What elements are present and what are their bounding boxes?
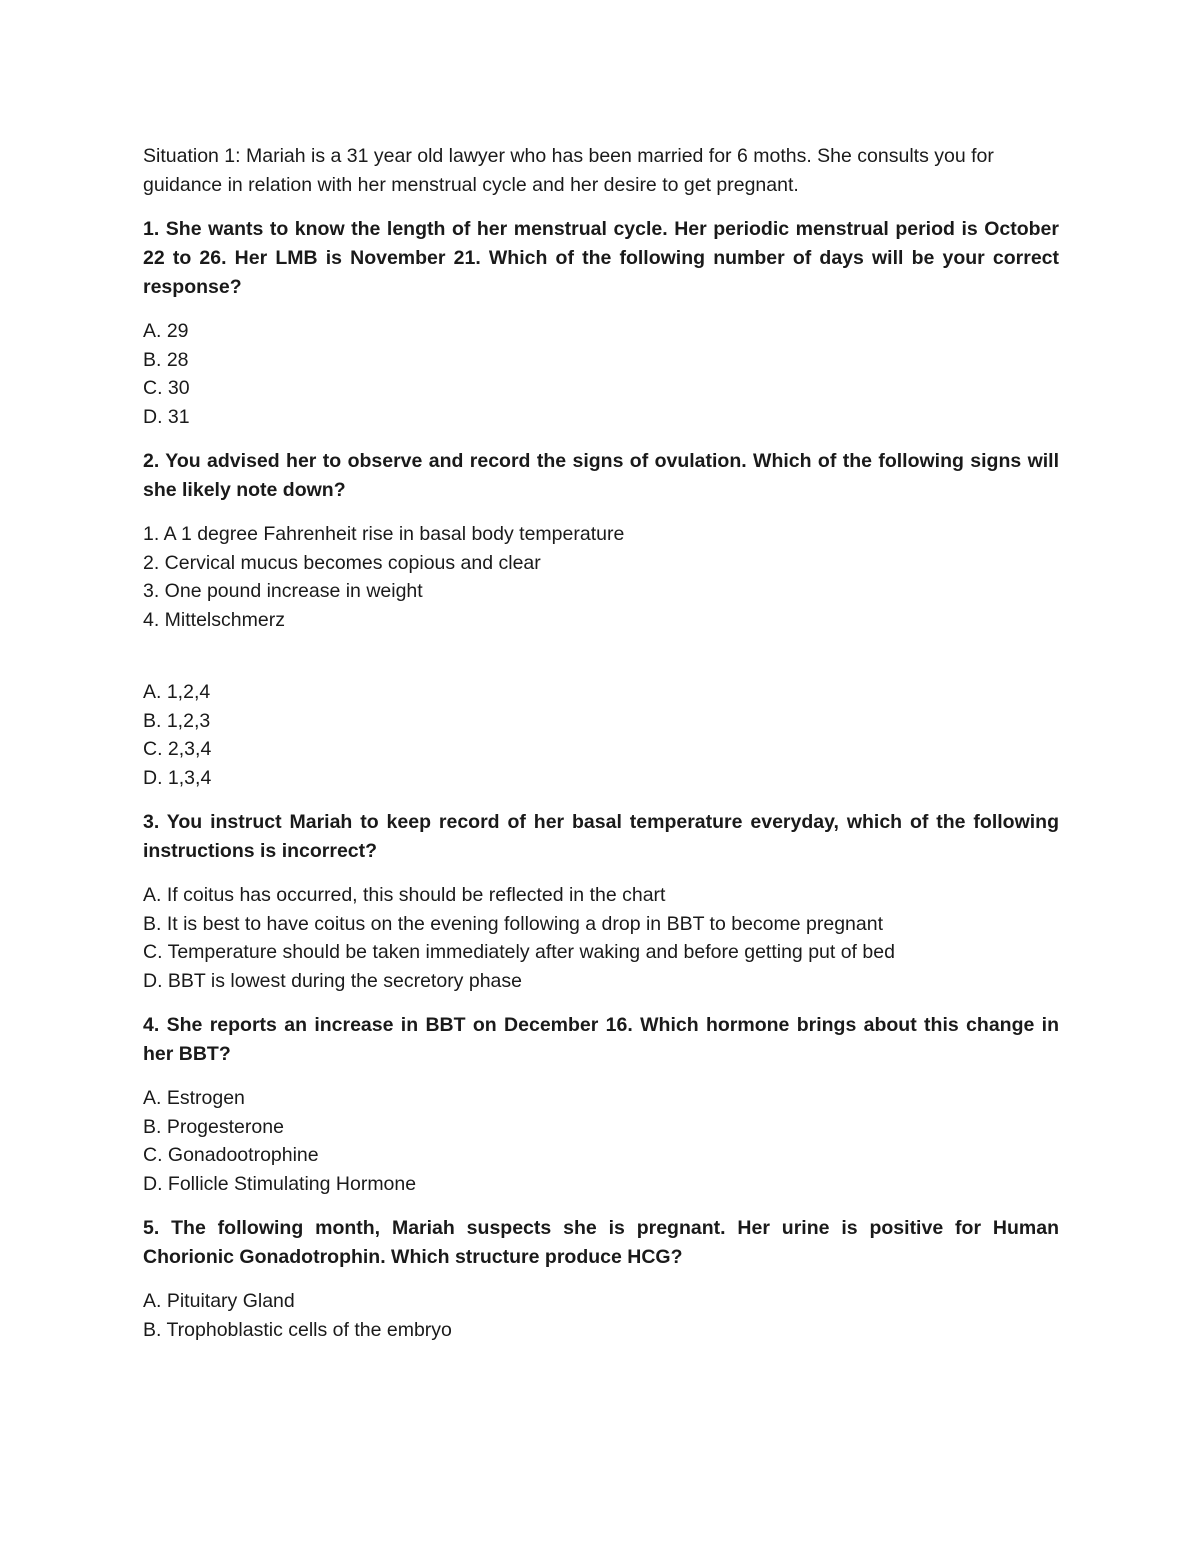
option-d: D. 1,3,4 bbox=[143, 766, 212, 789]
question-1: 1. She wants to know the length of her menstrual cycle. Her periodic menstrual period is October 22 to 26. Her LMB is November 21. Which of the following number of days will be your correct response? bbox=[143, 218, 1059, 298]
question-5-options bbox=[143, 1287, 1059, 1344]
option-c: C. 30 bbox=[143, 377, 190, 399]
statement-3: 3. One pound increase in weight bbox=[143, 580, 423, 602]
statement-1: 1. A 1 degree Fahrenheit rise in basal body temperature bbox=[143, 523, 625, 545]
option-c: C. 2,3,4 bbox=[143, 738, 212, 760]
option-a: A. 29 bbox=[143, 320, 189, 342]
question-1-options bbox=[143, 317, 1059, 431]
question-3: 3. You instruct Mariah to keep record of her basal temperature everyday, which of the following instructions is incorrect? bbox=[143, 811, 1059, 862]
statement-2: 2. Cervical mucus becomes copious and clear bbox=[143, 551, 541, 574]
document-page bbox=[143, 142, 1059, 1360]
option-b: B. 1,2,3 bbox=[143, 709, 211, 732]
option-a: A. 1,2,4 bbox=[143, 681, 211, 703]
question-2: 2. You advised her to observe and record the signs of ovulation. Which of the following signs will she likely note down? bbox=[143, 450, 1059, 501]
question-3-options bbox=[143, 881, 1059, 995]
option-b: B. Progesterone bbox=[143, 1115, 284, 1138]
option-c: C. Gonadootrophine bbox=[143, 1144, 319, 1166]
question-2-options bbox=[143, 678, 1059, 792]
option-a: A. Pituitary Gland bbox=[143, 1290, 295, 1312]
option-b: B. It is best to have coitus on the evening following a drop in BBT to become pregnant bbox=[143, 912, 884, 935]
option-a: A. If coitus has occurred, this should be reflected in the chart bbox=[143, 884, 666, 906]
option-c: C. Temperature should be taken immediately after waking and before getting put of bed bbox=[143, 941, 895, 963]
option-b: B. 28 bbox=[143, 348, 189, 371]
option-d: D. BBT is lowest during the secretory phase bbox=[143, 969, 522, 992]
question-4: 4. She reports an increase in BBT on December 16. Which hormone brings about this change in her BBT? bbox=[143, 1014, 1059, 1065]
question-5: 5. The following month, Mariah suspects she is pregnant. Her urine is positive for Human Chorionic Gonadotrophin. Which structure produce HCG? bbox=[143, 1217, 1059, 1268]
question-4-options bbox=[143, 1084, 1059, 1198]
option-d: D. 31 bbox=[143, 405, 190, 428]
option-d: D. Follicle Stimulating Hormone bbox=[143, 1172, 417, 1195]
option-b: B. Trophoblastic cells of the embryo bbox=[143, 1318, 452, 1341]
question-2-statements bbox=[143, 520, 1059, 634]
situation-intro: Situation 1: Mariah is a 31 year old lawyer who has been married for 6 moths. She consults you for guidance in relation with her menstrual cycle and her desire to get pregnant. bbox=[143, 145, 994, 196]
statement-4: 4. Mittelschmerz bbox=[143, 608, 285, 631]
option-a: A. Estrogen bbox=[143, 1087, 245, 1109]
